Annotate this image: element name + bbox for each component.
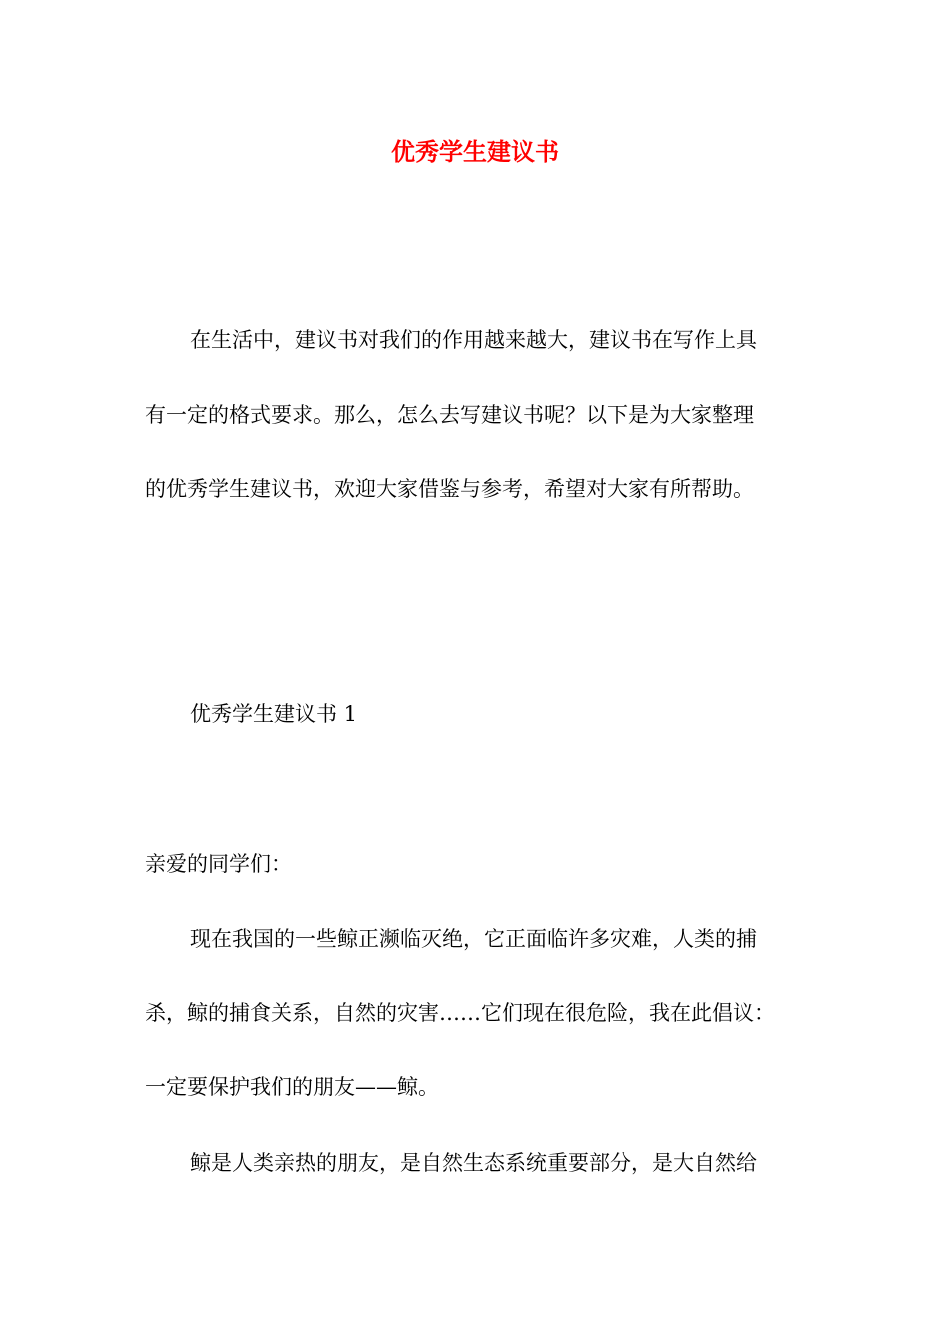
page-title: 优秀学生建议书 — [391, 137, 559, 166]
intro-line: 在生活中，建议书对我们的作用越来越大，建议书在写作上具 — [190, 328, 757, 352]
intro-line: 的优秀学生建议书，欢迎大家借鉴与参考，希望对大家有所帮助。 — [145, 477, 754, 501]
section-heading: 优秀学生建议书 1 — [190, 702, 358, 726]
body-line: 一定要保护我们的朋友——鲸。 — [145, 1075, 439, 1099]
salutation: 亲爱的同学们： — [145, 852, 292, 876]
body-line: 鲸是人类亲热的朋友，是自然生态系统重要部分，是大自然给 — [190, 1151, 757, 1175]
body-line: 现在我国的一些鲸正濒临灭绝，它正面临许多灾难，人类的捕 — [190, 927, 757, 951]
intro-line: 有一定的格式要求。那么，怎么去写建议书呢？以下是为大家整理 — [145, 403, 754, 427]
body-line: 杀，鲸的捕食关系，自然的灾害……它们现在很危险，我在此倡议： — [145, 1001, 775, 1025]
